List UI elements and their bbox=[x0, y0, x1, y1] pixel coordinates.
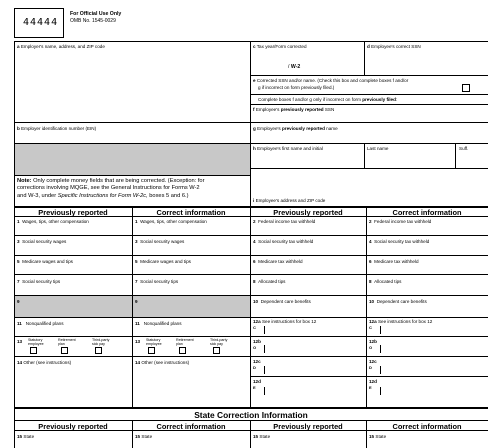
box-f: f Employee's previously reported SSN bbox=[253, 107, 335, 112]
prev-box-3: 3 Social security wages bbox=[17, 239, 67, 244]
prev-box-9-shade bbox=[15, 296, 132, 317]
complete-fg-text: Complete boxes f and/or g only if incorrect on form previously filed: bbox=[258, 97, 398, 102]
rule-h-last bbox=[364, 143, 365, 168]
official-use-label: For Official Use Only bbox=[70, 11, 122, 17]
rule-f-top bbox=[250, 104, 488, 105]
rule-cd bbox=[364, 41, 365, 75]
omb-number: OMB No. 1545-0029 bbox=[70, 18, 116, 24]
prev-retirement-checkbox[interactable] bbox=[61, 347, 68, 354]
corr-box-12b: 12b bbox=[369, 339, 377, 344]
form-number: 44444 bbox=[23, 17, 59, 28]
corr-box-3: 3 Social security wages bbox=[135, 239, 185, 244]
state-col-corr-2: Correct information bbox=[392, 422, 462, 431]
prev-12b-divider bbox=[264, 345, 265, 353]
box-b: b Employer identification number (EIN) bbox=[17, 126, 97, 131]
prev-box-13-num: 13 bbox=[17, 339, 23, 344]
rule-row-5 bbox=[14, 317, 488, 318]
corr-box-5: 5 Medicare wages and tips bbox=[135, 259, 191, 264]
rule-row-6-right bbox=[250, 336, 488, 337]
rule-state-top bbox=[14, 407, 488, 409]
corr-12c-code: D bbox=[369, 365, 372, 370]
corr-12b-code: O bbox=[369, 345, 373, 350]
box-a: a Employer's name, address, and ZIP code bbox=[17, 44, 105, 49]
rule-row-8-right bbox=[250, 376, 488, 377]
box-h-first: h Employee's first name and initial bbox=[253, 146, 323, 151]
rule-col-3 bbox=[250, 206, 251, 408]
rule-row-3 bbox=[14, 274, 488, 275]
prev-box-11: 11 Nonqualified plans bbox=[17, 321, 64, 326]
rule-center-top bbox=[250, 41, 251, 207]
prev-box-9: 9 bbox=[17, 299, 20, 304]
box-c-form: / W-2 bbox=[288, 64, 301, 70]
rule-b-top bbox=[14, 122, 488, 123]
corr-box-15-b: 15 State bbox=[369, 434, 387, 439]
prev-box-1: 1 Wages, tips, other compensation bbox=[17, 219, 89, 224]
prev-box-15-b: 15 State bbox=[253, 434, 271, 439]
rule-fg-top bbox=[250, 94, 488, 95]
prev-box-10: 10 Dependent care benefits bbox=[253, 299, 311, 304]
corr-retirement-checkbox[interactable] bbox=[179, 347, 186, 354]
corr-box-14: 14 Other (see instructions) bbox=[135, 360, 190, 365]
rule-row-7-right bbox=[250, 356, 488, 357]
corr-stat-label: Statutory employee bbox=[146, 338, 162, 346]
corr-box-10: 10 Dependent care benefits bbox=[369, 299, 427, 304]
prev-box-7: 7 Social security tips bbox=[17, 279, 61, 284]
corr-sick-label: Third-party sick pay bbox=[210, 338, 228, 346]
rule-e-top bbox=[250, 75, 488, 76]
prev-box-12b: 12b bbox=[253, 339, 261, 344]
corr-box-15-a: 15 State bbox=[135, 434, 153, 439]
prev-box-12a: 12a See instructions for box 12 bbox=[253, 319, 317, 324]
state-col-corr-1: Correct information bbox=[156, 422, 226, 431]
rule-top bbox=[14, 41, 488, 42]
rule-left bbox=[14, 41, 15, 448]
prev-box-15-a: 15 State bbox=[17, 434, 35, 439]
prev-sick-label: Third-party sick pay bbox=[92, 338, 110, 346]
state-col-prev-2: Previously reported bbox=[273, 422, 343, 431]
corr-box-11: 11 Nonqualified plans bbox=[135, 321, 182, 326]
prev-box-12d: 12d bbox=[253, 379, 261, 384]
corr-box-8: 8 Allocated tips bbox=[369, 279, 402, 284]
prev-box-5: 5 Medicare wages and tips bbox=[17, 259, 73, 264]
corr-12a-divider bbox=[380, 326, 381, 334]
prev-box-8: 8 Allocated tips bbox=[253, 279, 286, 284]
corr-box-9-shade bbox=[133, 296, 250, 317]
rule-col-4 bbox=[366, 206, 367, 408]
rule-row-1 bbox=[14, 235, 488, 236]
prev-box-2: 2 Federal income tax withheld bbox=[253, 219, 316, 224]
rule-row-2 bbox=[14, 255, 488, 256]
rule-row-7-left bbox=[14, 356, 250, 357]
rule-row-6-left bbox=[14, 336, 250, 337]
prev-sickpay-checkbox[interactable] bbox=[95, 347, 102, 354]
corr-box-4: 4 Social security tax withheld bbox=[369, 239, 430, 244]
rule-note-top bbox=[14, 175, 250, 176]
corrected-ssn-checkbox[interactable] bbox=[462, 84, 470, 92]
corr-box-6: 6 Medicare tax withheld bbox=[369, 259, 419, 264]
corr-box-13-num: 13 bbox=[135, 339, 141, 344]
prev-ret-label: Retirement plan bbox=[58, 338, 76, 346]
box-g: g Employee's previously reported name bbox=[253, 126, 338, 131]
box-h-last: Last name bbox=[367, 146, 389, 151]
corr-12d-code: E bbox=[369, 385, 372, 390]
box-e-line2: g if incorrect on form previously filed.) bbox=[258, 85, 335, 90]
corr-box-7: 7 Social security tips bbox=[135, 279, 179, 284]
corr-box-1: 1 Wages, tips, other compensation bbox=[135, 219, 207, 224]
corr-statutory-checkbox[interactable] bbox=[148, 347, 155, 354]
prev-12c-code: D bbox=[253, 365, 256, 370]
corr-12a-code: C bbox=[369, 325, 372, 330]
box-h-suff: Suff. bbox=[459, 146, 469, 151]
col-prev-2: Previously reported bbox=[273, 208, 343, 217]
corr-box-12c: 12c bbox=[369, 359, 377, 364]
corr-ret-label: Retirement plan bbox=[176, 338, 194, 346]
corr-box-12d: 12d bbox=[369, 379, 377, 384]
note-text: Note: Only complete money fields that are being corrected. (Exception: for corrections involving MQGE, see the General Instructions for Forms W-2 and W-3, under Specific Instructions for Form W-2c, boxes 5 and 6.) bbox=[17, 178, 205, 199]
prev-stat-label: Statutory employee bbox=[28, 338, 44, 346]
prev-12c-divider bbox=[264, 366, 265, 374]
shaded-area bbox=[15, 144, 250, 175]
box-i: i Employee's address and ZIP code bbox=[253, 198, 326, 203]
corr-box-2: 2 Federal income tax withheld bbox=[369, 219, 432, 224]
box-c: c Tax year/Form corrected bbox=[253, 44, 307, 49]
prev-12d-divider bbox=[264, 387, 265, 395]
col-corr-2: Correct information bbox=[392, 208, 462, 217]
rule-state-hdr-top bbox=[14, 420, 488, 421]
rule-h-bottom bbox=[250, 168, 488, 169]
col-prev-1: Previously reported bbox=[38, 208, 108, 217]
rule-h-suff bbox=[455, 143, 456, 168]
corr-sickpay-checkbox[interactable] bbox=[213, 347, 220, 354]
corr-12b-divider bbox=[380, 345, 381, 353]
prev-12d-code: E bbox=[253, 385, 256, 390]
prev-12a-code: C bbox=[253, 325, 256, 330]
state-correction-title: State Correction Information bbox=[194, 410, 308, 420]
corr-12c-divider bbox=[380, 366, 381, 374]
state-col-prev-1: Previously reported bbox=[38, 422, 108, 431]
corr-box-12a: 12a See instructions for box 12 bbox=[369, 319, 433, 324]
corr-box-9: 9 bbox=[135, 299, 138, 304]
corr-12d-divider bbox=[380, 387, 381, 395]
col-corr-1: Correct information bbox=[156, 208, 226, 217]
prev-12a-divider bbox=[264, 326, 265, 334]
prev-box-6: 6 Medicare tax withheld bbox=[253, 259, 303, 264]
box-d: d Employee's correct SSN bbox=[367, 44, 421, 49]
prev-box-14: 14 Other (see instructions) bbox=[17, 360, 72, 365]
prev-statutory-checkbox[interactable] bbox=[30, 347, 37, 354]
prev-12b-code: O bbox=[253, 345, 257, 350]
prev-box-4: 4 Social security tax withheld bbox=[253, 239, 314, 244]
box-e-line1: e Corrected SSN and/or name. (Check this box and complete boxes f and/or bbox=[253, 78, 409, 83]
prev-box-12c: 12c bbox=[253, 359, 261, 364]
